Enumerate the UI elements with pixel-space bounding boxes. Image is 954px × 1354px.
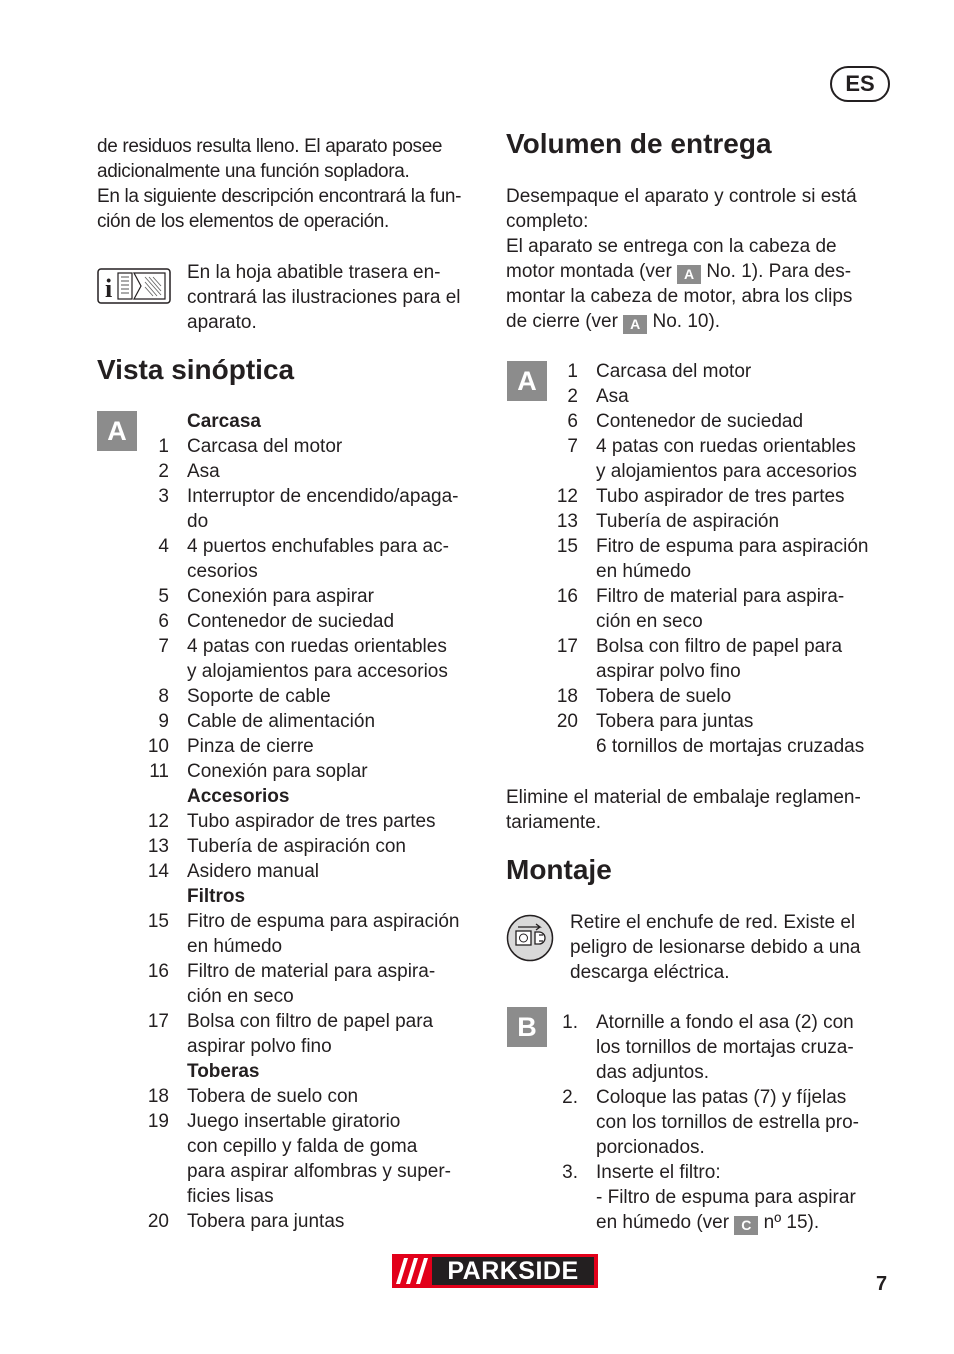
- info-note-line: aparato.: [187, 312, 257, 333]
- item-text: [187, 734, 489, 759]
- item-text-line: Filtro de material para aspira-: [596, 586, 845, 607]
- item-text: [596, 709, 906, 759]
- item-number: 7: [567, 436, 578, 457]
- list-item: [97, 609, 489, 634]
- item-number: 7: [158, 636, 169, 657]
- svg-text:i: i: [105, 274, 113, 303]
- item-text-line: Carcasa del motor: [596, 361, 752, 382]
- item-text-line: aspirar polvo fino: [187, 1036, 332, 1057]
- list-item: [506, 484, 906, 509]
- item-text-line: Asidero manual: [187, 861, 320, 882]
- item-text-line: Bolsa con filtro de papel para: [596, 636, 843, 657]
- list-item: [97, 484, 489, 534]
- language-badge: ES: [830, 66, 890, 102]
- unplug-warning-text: [570, 910, 900, 985]
- item-text: [187, 1059, 489, 1084]
- item-number: [97, 409, 187, 434]
- item-text: [187, 684, 489, 709]
- item-text: [596, 534, 906, 584]
- list-item: [97, 759, 489, 784]
- item-number: 19: [147, 1111, 169, 1132]
- list-item: [506, 409, 906, 434]
- item-number: 16: [556, 586, 578, 607]
- item-text-line: Soporte de cable: [187, 686, 331, 707]
- item-text-line: 6 tornillos de mortajas cruzadas: [596, 736, 865, 757]
- section-title-overview: Vista sinóptica: [97, 354, 295, 385]
- intro-line: En la siguiente descripción encontrará la fun-: [97, 186, 462, 207]
- item-text-line: con los tornillos de estrella pro-: [596, 1112, 859, 1133]
- delivery-text-line: motor montada (ver A No. 1). Para des-: [506, 261, 852, 282]
- list-item: [506, 1085, 906, 1160]
- item-text-line: Pinza de cierre: [187, 736, 314, 757]
- list-item: [506, 359, 906, 384]
- item-text-line: para aspirar alfombras y super-: [187, 1161, 451, 1182]
- item-number: 15: [147, 911, 169, 932]
- item-text: [596, 1085, 906, 1160]
- list-item: [97, 959, 489, 1009]
- item-text: [596, 359, 906, 384]
- item-text: [187, 834, 489, 859]
- item-number: 6: [567, 411, 578, 432]
- item-number: 5: [158, 586, 169, 607]
- item-text-line: Carcasa: [187, 411, 261, 432]
- info-note: [187, 260, 487, 335]
- packaging-note-line: Elimine el material de embalaje reglamen-: [506, 787, 861, 808]
- figure-ref-badge: A: [97, 411, 137, 451]
- item-number: [97, 884, 187, 909]
- item-text-line: Coloque las patas (7) y fíjelas: [596, 1087, 847, 1108]
- item-number: 2: [158, 461, 169, 482]
- list-item: [506, 634, 906, 684]
- list-item: [506, 509, 906, 534]
- list-item: [506, 584, 906, 634]
- warning-line: peligro de lesionarse debido a una: [570, 937, 861, 958]
- list-item: [97, 409, 489, 434]
- item-text: [187, 959, 489, 1009]
- info-note-line: En la hoja abatible trasera en-: [187, 262, 441, 283]
- delivery-intro: [506, 184, 901, 334]
- item-text: [596, 409, 906, 434]
- section-title-delivery: Volumen de entrega: [506, 128, 772, 159]
- item-number: 1: [158, 436, 169, 457]
- item-text-line: Juego insertable giratorio: [187, 1111, 401, 1132]
- item-number: 12: [147, 811, 169, 832]
- item-number: 2: [567, 386, 578, 407]
- item-text-line: ción en seco: [596, 611, 703, 632]
- list-item: [506, 709, 906, 759]
- list-item: [97, 1084, 489, 1109]
- item-text: [187, 1009, 489, 1059]
- item-text-line: Toberas: [187, 1061, 260, 1082]
- item-text: [187, 859, 489, 884]
- item-text-line: Tobera para juntas: [596, 711, 754, 732]
- assembly-steps-list: [506, 1010, 906, 1210]
- item-text-line: Atornille a fondo el asa (2) con: [596, 1012, 854, 1033]
- list-item: [506, 434, 906, 484]
- warning-line: Retire el enchufe de red. Existe el: [570, 912, 856, 933]
- item-text-line: aspirar polvo fino: [596, 661, 741, 682]
- item-text-line: Conexión para soplar: [187, 761, 368, 782]
- item-number: 4: [158, 536, 169, 557]
- item-number: 15: [556, 536, 578, 557]
- step-text-line: en húmedo (ver C nº 15).: [596, 1212, 820, 1233]
- item-text: [187, 409, 489, 434]
- list-item: [97, 834, 489, 859]
- item-text-line: Accesorios: [187, 786, 290, 807]
- item-text-line: Cable de alimentación: [187, 711, 376, 732]
- warning-line: descarga eléctrica.: [570, 962, 730, 983]
- item-number: 3: [158, 486, 169, 507]
- delivery-intro-line: Desempaque el aparato y controle si está: [506, 186, 857, 207]
- item-text: [187, 1209, 489, 1234]
- item-text-line: Fitro de espuma para aspiración: [596, 536, 869, 557]
- item-text: [187, 434, 489, 459]
- item-number: 13: [147, 836, 169, 857]
- item-text-line: Inserte el filtro:: [596, 1162, 721, 1183]
- item-number: 8: [158, 686, 169, 707]
- list-item: [97, 734, 489, 759]
- item-number: 10: [147, 736, 169, 757]
- item-text: [596, 509, 906, 534]
- item-number: 18: [147, 1086, 169, 1107]
- item-text: [596, 634, 906, 684]
- section-title-assembly: Montaje: [506, 854, 612, 885]
- item-text-line: das adjuntos.: [596, 1062, 710, 1083]
- item-text-line: Tobera para juntas: [187, 1211, 345, 1232]
- list-item: [97, 709, 489, 734]
- item-text: [187, 634, 489, 684]
- list-item: [97, 1209, 489, 1234]
- logo-stripes-icon: [396, 1258, 432, 1284]
- item-text-line: ficies lisas: [187, 1186, 274, 1207]
- item-number: 12: [556, 486, 578, 507]
- item-text-line: Asa: [596, 386, 629, 407]
- intro-line: adicionalmente una función sopladora.: [97, 161, 410, 182]
- delivery-parts-list: [506, 359, 906, 759]
- item-text: [596, 1160, 906, 1210]
- figure-ref-inline: C: [734, 1216, 758, 1235]
- item-number: [97, 1059, 187, 1084]
- item-number: 1.: [562, 1012, 578, 1033]
- item-text-line: Carcasa del motor: [187, 436, 343, 457]
- item-text-line: Tobera de suelo con: [187, 1086, 359, 1107]
- list-item: [506, 384, 906, 409]
- item-text: [187, 909, 489, 959]
- list-item: [97, 884, 489, 909]
- packaging-note: [506, 785, 901, 835]
- item-number: 17: [556, 636, 578, 657]
- item-text-line: Tubería de aspiración: [596, 511, 780, 532]
- item-number: 20: [556, 711, 578, 732]
- item-text: [187, 1084, 489, 1109]
- item-text: [596, 1010, 906, 1085]
- item-text-line: cesorios: [187, 561, 258, 582]
- item-text-line: Tubo aspirador de tres partes: [187, 811, 436, 832]
- item-text: [596, 584, 906, 634]
- item-text-line: Bolsa con filtro de papel para: [187, 1011, 434, 1032]
- unplug-warning-icon: [506, 914, 554, 962]
- item-text-line: Conexión para aspirar: [187, 586, 374, 607]
- delivery-intro-line: completo:: [506, 211, 589, 232]
- item-number: 1: [567, 361, 578, 382]
- item-number: 3.: [562, 1162, 578, 1183]
- item-number: 14: [147, 861, 169, 882]
- item-number: [97, 784, 187, 809]
- item-number: 11: [149, 761, 169, 782]
- list-item: [506, 684, 906, 709]
- item-text-line: 4 patas con ruedas orientables: [187, 636, 447, 657]
- item-text: [187, 484, 489, 534]
- item-text-line: porcionados.: [596, 1137, 705, 1158]
- item-text-line: los tornillos de mortajas cruza-: [596, 1037, 854, 1058]
- item-text-line: ción en seco: [187, 986, 294, 1007]
- item-text: [187, 784, 489, 809]
- item-text-line: y alojamientos para accesorios: [187, 661, 448, 682]
- item-text-line: en húmedo: [187, 936, 283, 957]
- item-text-line: Filtro de material para aspira-: [187, 961, 436, 982]
- item-text-line: en húmedo: [596, 561, 692, 582]
- figure-ref-badge: B: [507, 1007, 547, 1047]
- item-text-line: Filtros: [187, 886, 246, 907]
- list-item: [97, 859, 489, 884]
- list-item: [97, 1059, 489, 1084]
- list-item: [97, 809, 489, 834]
- list-item: [97, 584, 489, 609]
- item-text: [596, 434, 906, 484]
- item-text: [187, 759, 489, 784]
- item-text-line: Contenedor de suciedad: [596, 411, 804, 432]
- item-text-line: Tubo aspirador de tres partes: [596, 486, 845, 507]
- item-number: 18: [556, 686, 578, 707]
- figure-ref-inline: A: [623, 315, 647, 334]
- info-note-line: contrará las ilustraciones para el: [187, 287, 461, 308]
- item-text-line: y alojamientos para accesorios: [596, 461, 857, 482]
- list-item: [97, 534, 489, 584]
- item-number: 20: [147, 1211, 169, 1232]
- item-text-line: 4 patas con ruedas orientables: [596, 436, 856, 457]
- info-leaflet-icon: [97, 268, 171, 304]
- list-item: [97, 434, 489, 459]
- overview-parts-list: [97, 409, 489, 1234]
- item-text-line: Tubería de aspiración con: [187, 836, 406, 857]
- delivery-text-line: El aparato se entrega con la cabeza de: [506, 236, 837, 257]
- list-item: [506, 1010, 906, 1085]
- item-text: [187, 459, 489, 484]
- parkside-logo: [392, 1254, 598, 1288]
- figure-ref-inline: A: [677, 265, 701, 284]
- packaging-note-line: tariamente.: [506, 812, 602, 833]
- item-text: [187, 884, 489, 909]
- item-text: [187, 534, 489, 584]
- item-text: [596, 684, 906, 709]
- item-text-line: do: [187, 511, 209, 532]
- item-text-line: con cepillo y falda de goma: [187, 1136, 418, 1157]
- item-text-line: - Filtro de espuma para aspirar: [596, 1187, 856, 1208]
- list-item: [97, 634, 489, 684]
- item-number: 16: [147, 961, 169, 982]
- list-item: [97, 1109, 489, 1209]
- delivery-text-line: montar la cabeza de motor, abra los clips: [506, 286, 853, 307]
- logo-text: PARKSIDE: [432, 1257, 594, 1285]
- figure-ref-badge: A: [507, 361, 547, 401]
- item-text: [187, 584, 489, 609]
- item-number: 9: [158, 711, 169, 732]
- list-item: [97, 784, 489, 809]
- intro-line: de residuos resulta lleno. El aparato posee: [97, 136, 443, 157]
- item-text-line: Asa: [187, 461, 220, 482]
- item-text: [187, 809, 489, 834]
- item-text-line: Fitro de espuma para aspiración: [187, 911, 460, 932]
- list-item: [97, 684, 489, 709]
- item-text-line: 4 puertos enchufables para ac-: [187, 536, 449, 557]
- list-item: [506, 534, 906, 584]
- page-number: 7: [876, 1273, 888, 1295]
- item-text: [187, 1109, 489, 1209]
- item-number: 2.: [562, 1087, 578, 1108]
- item-text: [187, 609, 489, 634]
- item-text-line: Contenedor de suciedad: [187, 611, 395, 632]
- item-text: [596, 384, 906, 409]
- list-item: [97, 1009, 489, 1059]
- item-number: 17: [147, 1011, 169, 1032]
- intro-paragraph: [97, 134, 487, 234]
- item-text: [187, 709, 489, 734]
- item-number: 13: [556, 511, 578, 532]
- item-text-line: Tobera de suelo: [596, 686, 732, 707]
- item-number: 6: [158, 611, 169, 632]
- delivery-text-line: de cierre (ver A No. 10).: [506, 311, 721, 332]
- list-item: [506, 1160, 906, 1210]
- list-item: [97, 459, 489, 484]
- intro-line: ción de los elementos de operación.: [97, 211, 389, 232]
- item-text-line: Interruptor de encendido/apaga-: [187, 486, 459, 507]
- list-item: [97, 909, 489, 959]
- item-text: [596, 484, 906, 509]
